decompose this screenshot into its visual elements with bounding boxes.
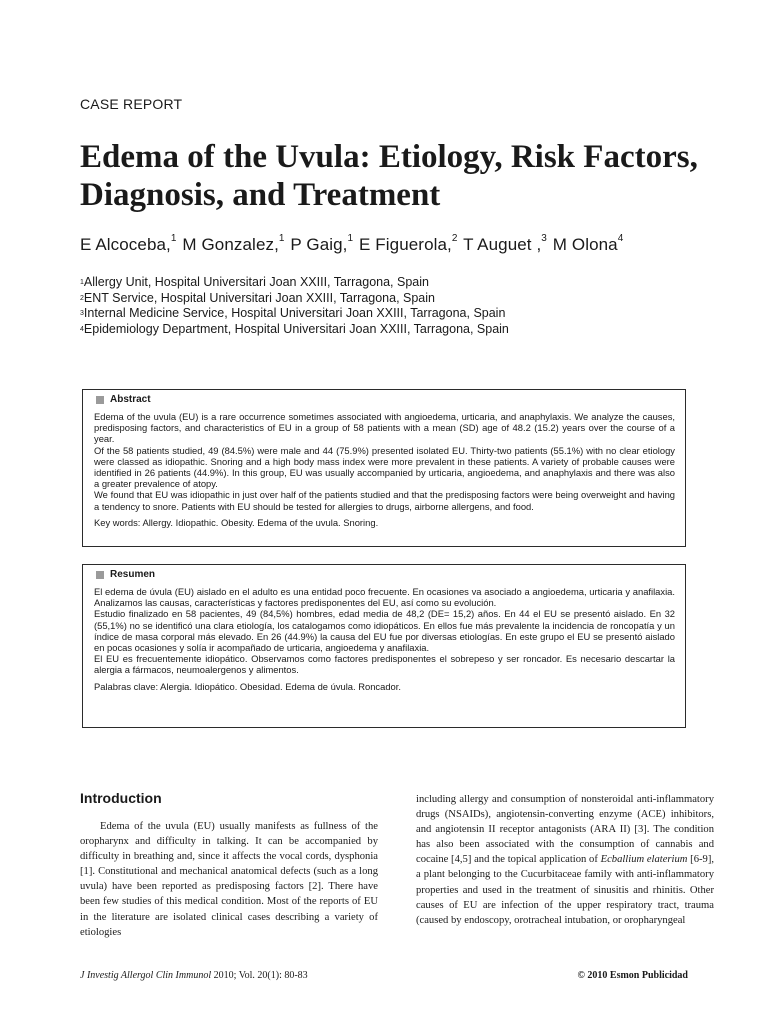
author-list <box>80 235 700 255</box>
introduction-heading: Introduction <box>80 790 162 806</box>
square-bullet-icon <box>96 396 104 404</box>
volume-info: 2010; Vol. 20(1): 80-83 <box>213 970 308 981</box>
abstract-paragraph: Of the 58 patients studied, 49 (84.5%) were male and 44 (75.9%) presented isolated EU. Thirty-two patients (55.1%) with no clear etiology were classed as idiopathic. Snoring and a high body mass index were more prevalent in these patients. A variety of probable causes were identified in 26 patients (44.9%). In this group, EU was usually accompanied by urticaria, angioedema, and anaphylaxis and there was also a greater prevalence of atopy. <box>94 444 675 490</box>
affiliation-list <box>80 275 700 337</box>
author: E Figuerola,$^2$ <box>359 233 458 254</box>
footer-citation <box>80 970 308 981</box>
species-name: Ecballium elaterium <box>600 854 688 866</box>
abstract-text <box>94 411 675 512</box>
body-paragraph: Edema of the uvula (EU) usually manifests as fullness of the oropharynx and difficulty in talking. It can be accompanied by difficulty in breathing and, since it affects the vocal cords, dysphonia [1]. Constitutional and mechanical anatomical defects (such as a long uvula) have been reported as predisposing factors [2]. There have been few studies of this medical condition. Most of the reports of EU in the literature are isolated clinical cases describing a variety of etiologies <box>80 821 378 938</box>
abstract-paragraph: We found that EU was idiopathic in just over half of the patients studied and that the predisposing factors were being overweight and having a tendency to snore. Patients with EU should be tested for allergies to drugs, airborne allergens, and food. <box>94 489 675 512</box>
resumen-paragraph: Estudio finalizado en 58 pacientes, 49 (84,5%) hombres, edad media de 48,2 (DE= 15,2) años. En 44 el EU se presentó aislado. En 32 (55,1%) no se identificó una clara etiología, los catalogamos como idiopáticos. En ellos fue más prevalente la incidencia de roncopatía y un índice de masa corporal más elevado. En 26 (44.9%) la causa del EU fue por diversas etiologías. En este grupo el EU se presentó aislado en pocas ocasiones y solía ir acompañado de urticaria, angioedema y anafilaxia. <box>94 608 675 654</box>
affiliation: $^2$ENT Service, Hospital Universitari Joan XXIII, Tarragona, Spain <box>80 290 435 305</box>
abstract-keywords: Key words: Allergy. Idiopathic. Obesity. Edema of the uvula. Snoring. <box>94 516 379 528</box>
body-paragraph: including allergy and consumption of nonsteroidal anti-inflammatory drugs (NSAIDs), angiotensin-converting enzyme (ACE) inhibitors, and angiotensin II receptor antagonists (ARA II) [3]. The condition has also been associated with the consumption of cannabis and cocaine [4,5] and the topical application of Ecballium elaterium [6-9], a plant belonging to the Cucurbitaceae family with anti-inflammatory properties and used in the treatment of sinusitis and rhinitis. Other causes of EU are infection of the upper respiratory tract, trauma (caused by endoscopy, orotracheal intubation, or oropharyngeal <box>416 794 714 926</box>
abstract-heading: Abstract <box>94 393 675 407</box>
affiliation: $^3$Internal Medicine Service, Hospital Universitari Joan XXIII, Tarragona, Spain <box>80 306 506 320</box>
resumen-text <box>94 586 675 676</box>
author: M Gonzalez,$^1$ <box>182 233 285 254</box>
author: E Alcoceba,$^1$ <box>80 233 177 254</box>
square-bullet-icon <box>96 571 104 579</box>
abstract-box <box>82 389 686 547</box>
resumen-box <box>82 564 686 728</box>
section-label: CASE REPORT <box>80 96 183 112</box>
footer-copyright: © 2010 Esmon Publicidad <box>577 970 688 981</box>
body-column-left <box>80 790 378 940</box>
resumen-heading: Resumen <box>94 568 675 582</box>
affiliation: $^4$Epidemiology Department, Hospital Universitari Joan XXIII, Tarragona, Spain <box>80 321 509 336</box>
article-title: Edema of the Uvula: Etiology, Risk Factors, Diagnosis, and Treatment <box>80 139 698 213</box>
abstract-paragraph: Edema of the uvula (EU) is a rare occurrence sometimes associated with angioedema, urticaria, and anaphylaxis. We analyze the causes, predisposing factors, and characteristics of EU in a group of 58 patients with a mean (SD) age of 48.2 (15.2) years over the course of a year. <box>94 411 675 445</box>
resumen-paragraph: El EU es frecuentemente idiopático. Observamos como factores predisponentes el sobrepeso y ser roncador. Es necesario descartar la alergia a fármacos, neumoalergenos y alimentos. <box>94 653 675 676</box>
resumen-paragraph: El edema de úvula (EU) aislado en el adulto es una entidad poco frecuente. En ocasiones va asociado a angioedema, urticaria y anafilaxia. Analizamos las causas, características y factores predisponentes del EU, así como su evolución. <box>94 586 675 609</box>
author: M Olona$^4$ <box>552 233 624 254</box>
author: P Gaig,$^1$ <box>290 233 354 254</box>
body-column-right <box>416 792 714 928</box>
resumen-keywords: Palabras clave: Alergia. Idiopático. Obesidad. Edema de úvula. Roncador. <box>94 680 401 692</box>
author: T Auguet ,$^3$ <box>463 233 547 254</box>
affiliation: $^1$Allergy Unit, Hospital Universitari Joan XXIII, Tarragona, Spain <box>80 275 429 289</box>
journal-name: J Investig Allergol Clin Immunol <box>80 970 212 981</box>
